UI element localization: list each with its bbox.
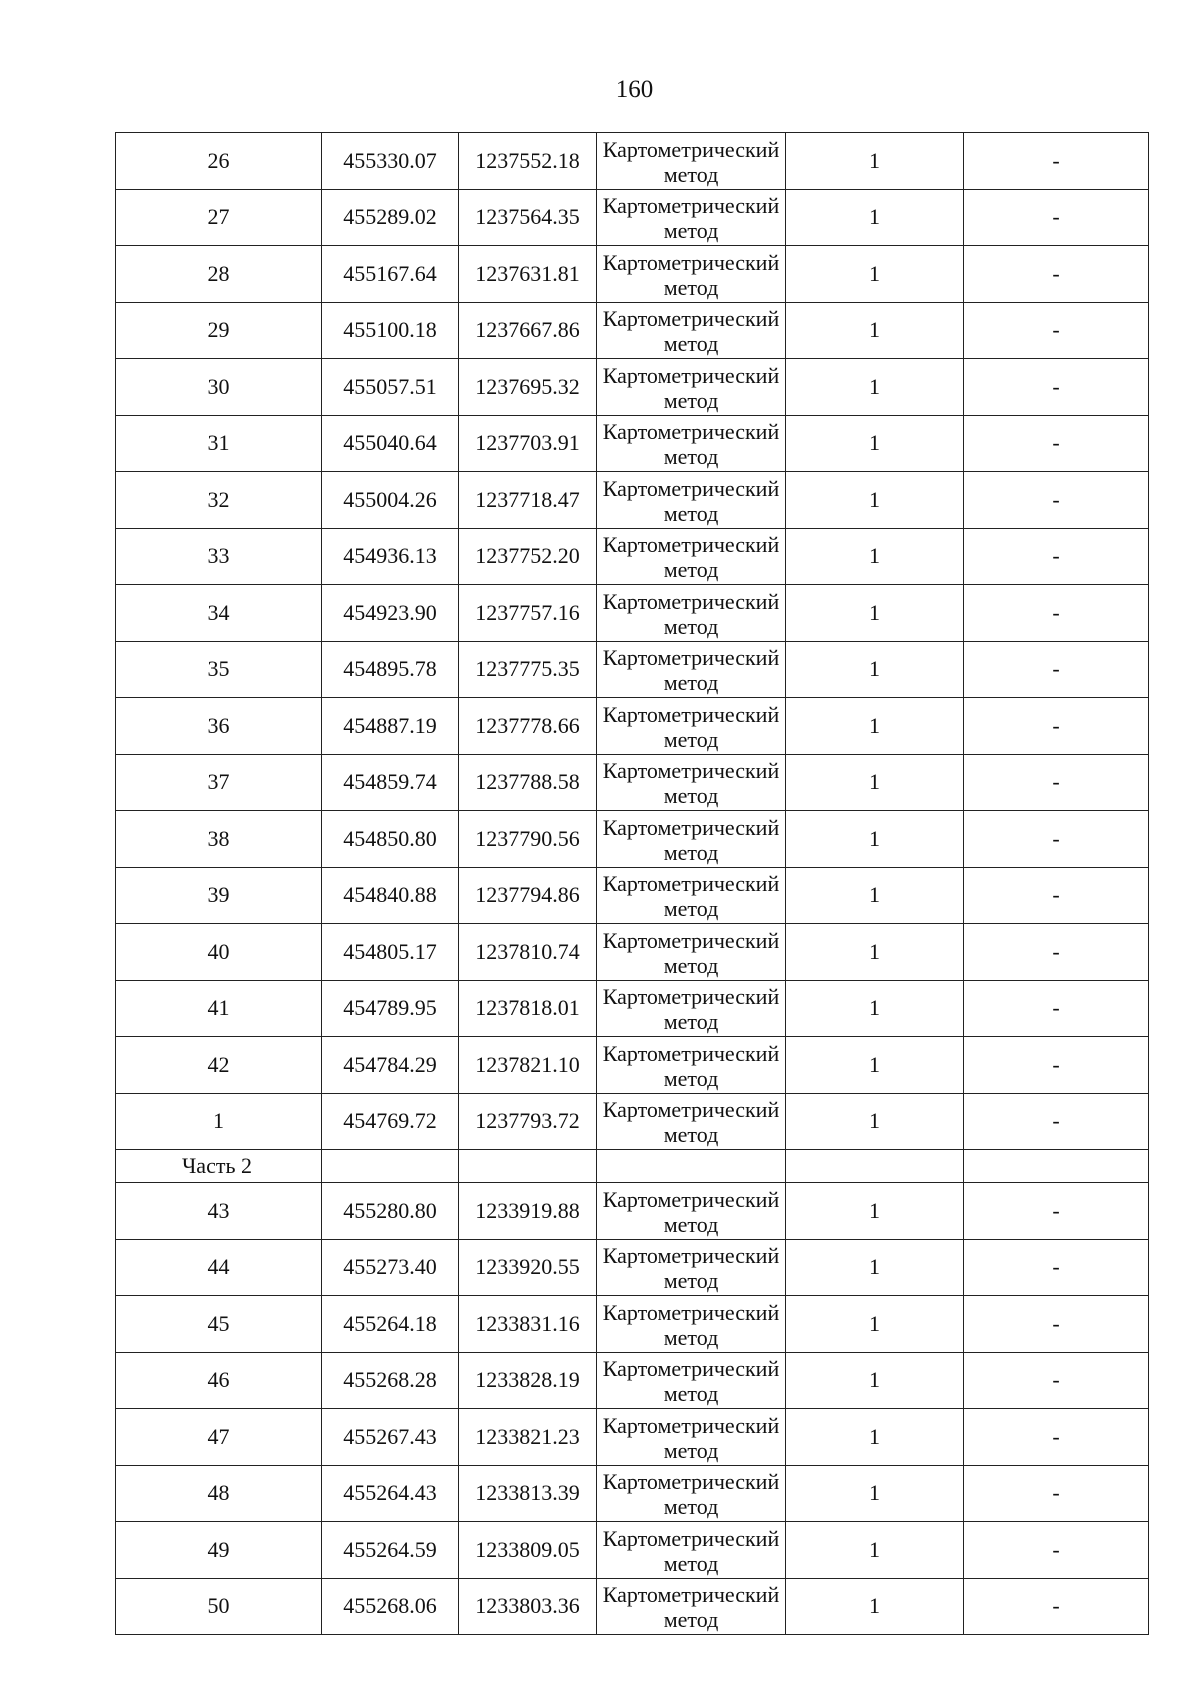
table-row [116,1183,1149,1240]
point-number-cell: 37 [116,754,322,811]
accuracy-cell: 1 [786,698,964,755]
method-cell: Картометрический метод [597,1352,786,1409]
accuracy-cell: 1 [786,1093,964,1150]
table-row [116,1522,1149,1579]
section-label: Часть 2 [116,1150,322,1183]
table-row [116,754,1149,811]
empty-cell [322,1150,459,1183]
point-number-cell: 50 [116,1578,322,1635]
table-row [116,528,1149,585]
accuracy-cell: 1 [786,133,964,190]
coordinate-y-cell: 1237810.74 [459,924,597,981]
point-number-cell: 28 [116,246,322,303]
note-cell: - [964,1465,1149,1522]
table-row [116,415,1149,472]
method-cell: Картометрический метод [597,1465,786,1522]
point-number-cell: 34 [116,585,322,642]
accuracy-cell: 1 [786,754,964,811]
table-row [116,641,1149,698]
coordinate-x-cell: 455330.07 [322,133,459,190]
note-cell: - [964,811,1149,868]
method-cell: Картометрический метод [597,472,786,529]
coordinate-y-cell: 1237703.91 [459,415,597,472]
method-cell: Картометрический метод [597,585,786,642]
accuracy-cell: 1 [786,585,964,642]
coordinate-x-cell: 454840.88 [322,867,459,924]
method-cell: Картометрический метод [597,924,786,981]
accuracy-cell: 1 [786,924,964,981]
coordinate-x-cell: 455280.80 [322,1183,459,1240]
coordinate-x-cell: 455289.02 [322,189,459,246]
note-cell: - [964,867,1149,924]
accuracy-cell: 1 [786,528,964,585]
accuracy-cell: 1 [786,641,964,698]
coordinate-x-cell: 454769.72 [322,1093,459,1150]
coordinate-x-cell: 454859.74 [322,754,459,811]
accuracy-cell: 1 [786,189,964,246]
point-number-cell: 30 [116,359,322,416]
accuracy-cell: 1 [786,415,964,472]
coordinate-x-cell: 455268.06 [322,1578,459,1635]
table-row [116,1037,1149,1094]
accuracy-cell: 1 [786,1522,964,1579]
method-cell: Картометрический метод [597,246,786,303]
empty-cell [964,1150,1149,1183]
method-cell: Картометрический метод [597,698,786,755]
note-cell: - [964,302,1149,359]
accuracy-cell: 1 [786,1578,964,1635]
accuracy-cell: 1 [786,811,964,868]
method-cell: Картометрический метод [597,754,786,811]
point-number-cell: 1 [116,1093,322,1150]
coordinate-y-cell: 1237695.32 [459,359,597,416]
note-cell: - [964,1522,1149,1579]
point-number-cell: 26 [116,133,322,190]
table-row [116,359,1149,416]
method-cell: Картометрический метод [597,302,786,359]
coordinate-x-cell: 455267.43 [322,1409,459,1466]
coordinate-y-cell: 1237794.86 [459,867,597,924]
table-row [116,302,1149,359]
point-number-cell: 27 [116,189,322,246]
point-number-cell: 45 [116,1296,322,1353]
note-cell: - [964,246,1149,303]
table-row [116,980,1149,1037]
point-number-cell: 42 [116,1037,322,1094]
coordinate-y-cell: 1237778.66 [459,698,597,755]
coordinate-x-cell: 454923.90 [322,585,459,642]
note-cell: - [964,415,1149,472]
table-row [116,1578,1149,1635]
note-cell: - [964,189,1149,246]
point-number-cell: 43 [116,1183,322,1240]
coordinates-table-body [116,133,1149,1635]
accuracy-cell: 1 [786,472,964,529]
point-number-cell: 47 [116,1409,322,1466]
coordinate-x-cell: 455264.18 [322,1296,459,1353]
coordinate-y-cell: 1237564.35 [459,189,597,246]
method-cell: Картометрический метод [597,189,786,246]
method-cell: Картометрический метод [597,1183,786,1240]
coordinate-y-cell: 1237790.56 [459,811,597,868]
coordinate-y-cell: 1237752.20 [459,528,597,585]
method-cell: Картометрический метод [597,1296,786,1353]
coordinate-y-cell: 1233821.23 [459,1409,597,1466]
coordinate-x-cell: 455264.43 [322,1465,459,1522]
coordinate-x-cell: 455268.28 [322,1352,459,1409]
method-cell: Картометрический метод [597,359,786,416]
coordinate-x-cell: 454895.78 [322,641,459,698]
method-cell: Картометрический метод [597,1522,786,1579]
note-cell: - [964,641,1149,698]
coordinate-x-cell: 455264.59 [322,1522,459,1579]
coordinates-table [115,132,1149,1635]
coordinate-y-cell: 1237667.86 [459,302,597,359]
point-number-cell: 35 [116,641,322,698]
note-cell: - [964,528,1149,585]
coordinate-y-cell: 1237821.10 [459,1037,597,1094]
point-number-cell: 38 [116,811,322,868]
coordinate-x-cell: 455273.40 [322,1239,459,1296]
note-cell: - [964,1093,1149,1150]
empty-cell [459,1150,597,1183]
note-cell: - [964,1409,1149,1466]
coordinate-y-cell: 1237631.81 [459,246,597,303]
note-cell: - [964,754,1149,811]
note-cell: - [964,698,1149,755]
coordinate-x-cell: 454887.19 [322,698,459,755]
table-row [116,133,1149,190]
empty-cell [597,1150,786,1183]
table-row [116,1239,1149,1296]
method-cell: Картометрический метод [597,641,786,698]
point-number-cell: 39 [116,867,322,924]
empty-cell [786,1150,964,1183]
coordinate-y-cell: 1237775.35 [459,641,597,698]
accuracy-cell: 1 [786,1239,964,1296]
coordinate-y-cell: 1237718.47 [459,472,597,529]
coordinate-y-cell: 1233828.19 [459,1352,597,1409]
note-cell: - [964,133,1149,190]
coordinate-x-cell: 455100.18 [322,302,459,359]
coordinate-y-cell: 1237552.18 [459,133,597,190]
accuracy-cell: 1 [786,246,964,303]
note-cell: - [964,472,1149,529]
table-row [116,472,1149,529]
point-number-cell: 48 [116,1465,322,1522]
point-number-cell: 49 [116,1522,322,1579]
coordinate-y-cell: 1233803.36 [459,1578,597,1635]
note-cell: - [964,980,1149,1037]
point-number-cell: 36 [116,698,322,755]
coordinate-x-cell: 455040.64 [322,415,459,472]
method-cell: Картометрический метод [597,1409,786,1466]
note-cell: - [964,1183,1149,1240]
table-row [116,189,1149,246]
note-cell: - [964,1352,1149,1409]
coordinate-x-cell: 455004.26 [322,472,459,529]
note-cell: - [964,1037,1149,1094]
method-cell: Картометрический метод [597,811,786,868]
coordinate-x-cell: 454784.29 [322,1037,459,1094]
note-cell: - [964,1239,1149,1296]
table-row [116,585,1149,642]
method-cell: Картометрический метод [597,133,786,190]
point-number-cell: 41 [116,980,322,1037]
table-row [116,1296,1149,1353]
point-number-cell: 33 [116,528,322,585]
accuracy-cell: 1 [786,1465,964,1522]
coordinate-y-cell: 1233831.16 [459,1296,597,1353]
coordinate-y-cell: 1233920.55 [459,1239,597,1296]
method-cell: Картометрический метод [597,1093,786,1150]
coordinate-y-cell: 1237788.58 [459,754,597,811]
method-cell: Картометрический метод [597,980,786,1037]
coordinate-x-cell: 454805.17 [322,924,459,981]
method-cell: Картометрический метод [597,528,786,585]
note-cell: - [964,1578,1149,1635]
coordinate-y-cell: 1237757.16 [459,585,597,642]
coordinate-y-cell: 1233919.88 [459,1183,597,1240]
point-number-cell: 29 [116,302,322,359]
table-row [116,1465,1149,1522]
method-cell: Картометрический метод [597,1578,786,1635]
table-row [116,1352,1149,1409]
table-row [116,698,1149,755]
table-row [116,246,1149,303]
table-row [116,811,1149,868]
coordinate-y-cell: 1233809.05 [459,1522,597,1579]
accuracy-cell: 1 [786,1037,964,1094]
table-row [116,1409,1149,1466]
note-cell: - [964,585,1149,642]
table-row [116,924,1149,981]
method-cell: Картометрический метод [597,415,786,472]
coordinate-x-cell: 454789.95 [322,980,459,1037]
accuracy-cell: 1 [786,359,964,416]
section-row [116,1150,1149,1183]
coordinate-x-cell: 455167.64 [322,246,459,303]
table-row [116,1093,1149,1150]
point-number-cell: 31 [116,415,322,472]
note-cell: - [964,359,1149,416]
point-number-cell: 32 [116,472,322,529]
accuracy-cell: 1 [786,1296,964,1353]
coordinate-y-cell: 1233813.39 [459,1465,597,1522]
coordinate-x-cell: 454850.80 [322,811,459,868]
table-row [116,867,1149,924]
coordinate-x-cell: 454936.13 [322,528,459,585]
method-cell: Картометрический метод [597,867,786,924]
accuracy-cell: 1 [786,867,964,924]
point-number-cell: 40 [116,924,322,981]
method-cell: Картометрический метод [597,1037,786,1094]
accuracy-cell: 1 [786,980,964,1037]
accuracy-cell: 1 [786,1183,964,1240]
method-cell: Картометрический метод [597,1239,786,1296]
coordinate-x-cell: 455057.51 [322,359,459,416]
note-cell: - [964,924,1149,981]
page-number: 160 [615,76,654,103]
point-number-cell: 46 [116,1352,322,1409]
accuracy-cell: 1 [786,1352,964,1409]
accuracy-cell: 1 [786,302,964,359]
accuracy-cell: 1 [786,1409,964,1466]
note-cell: - [964,1296,1149,1353]
point-number-cell: 44 [116,1239,322,1296]
coordinate-y-cell: 1237818.01 [459,980,597,1037]
coordinate-y-cell: 1237793.72 [459,1093,597,1150]
